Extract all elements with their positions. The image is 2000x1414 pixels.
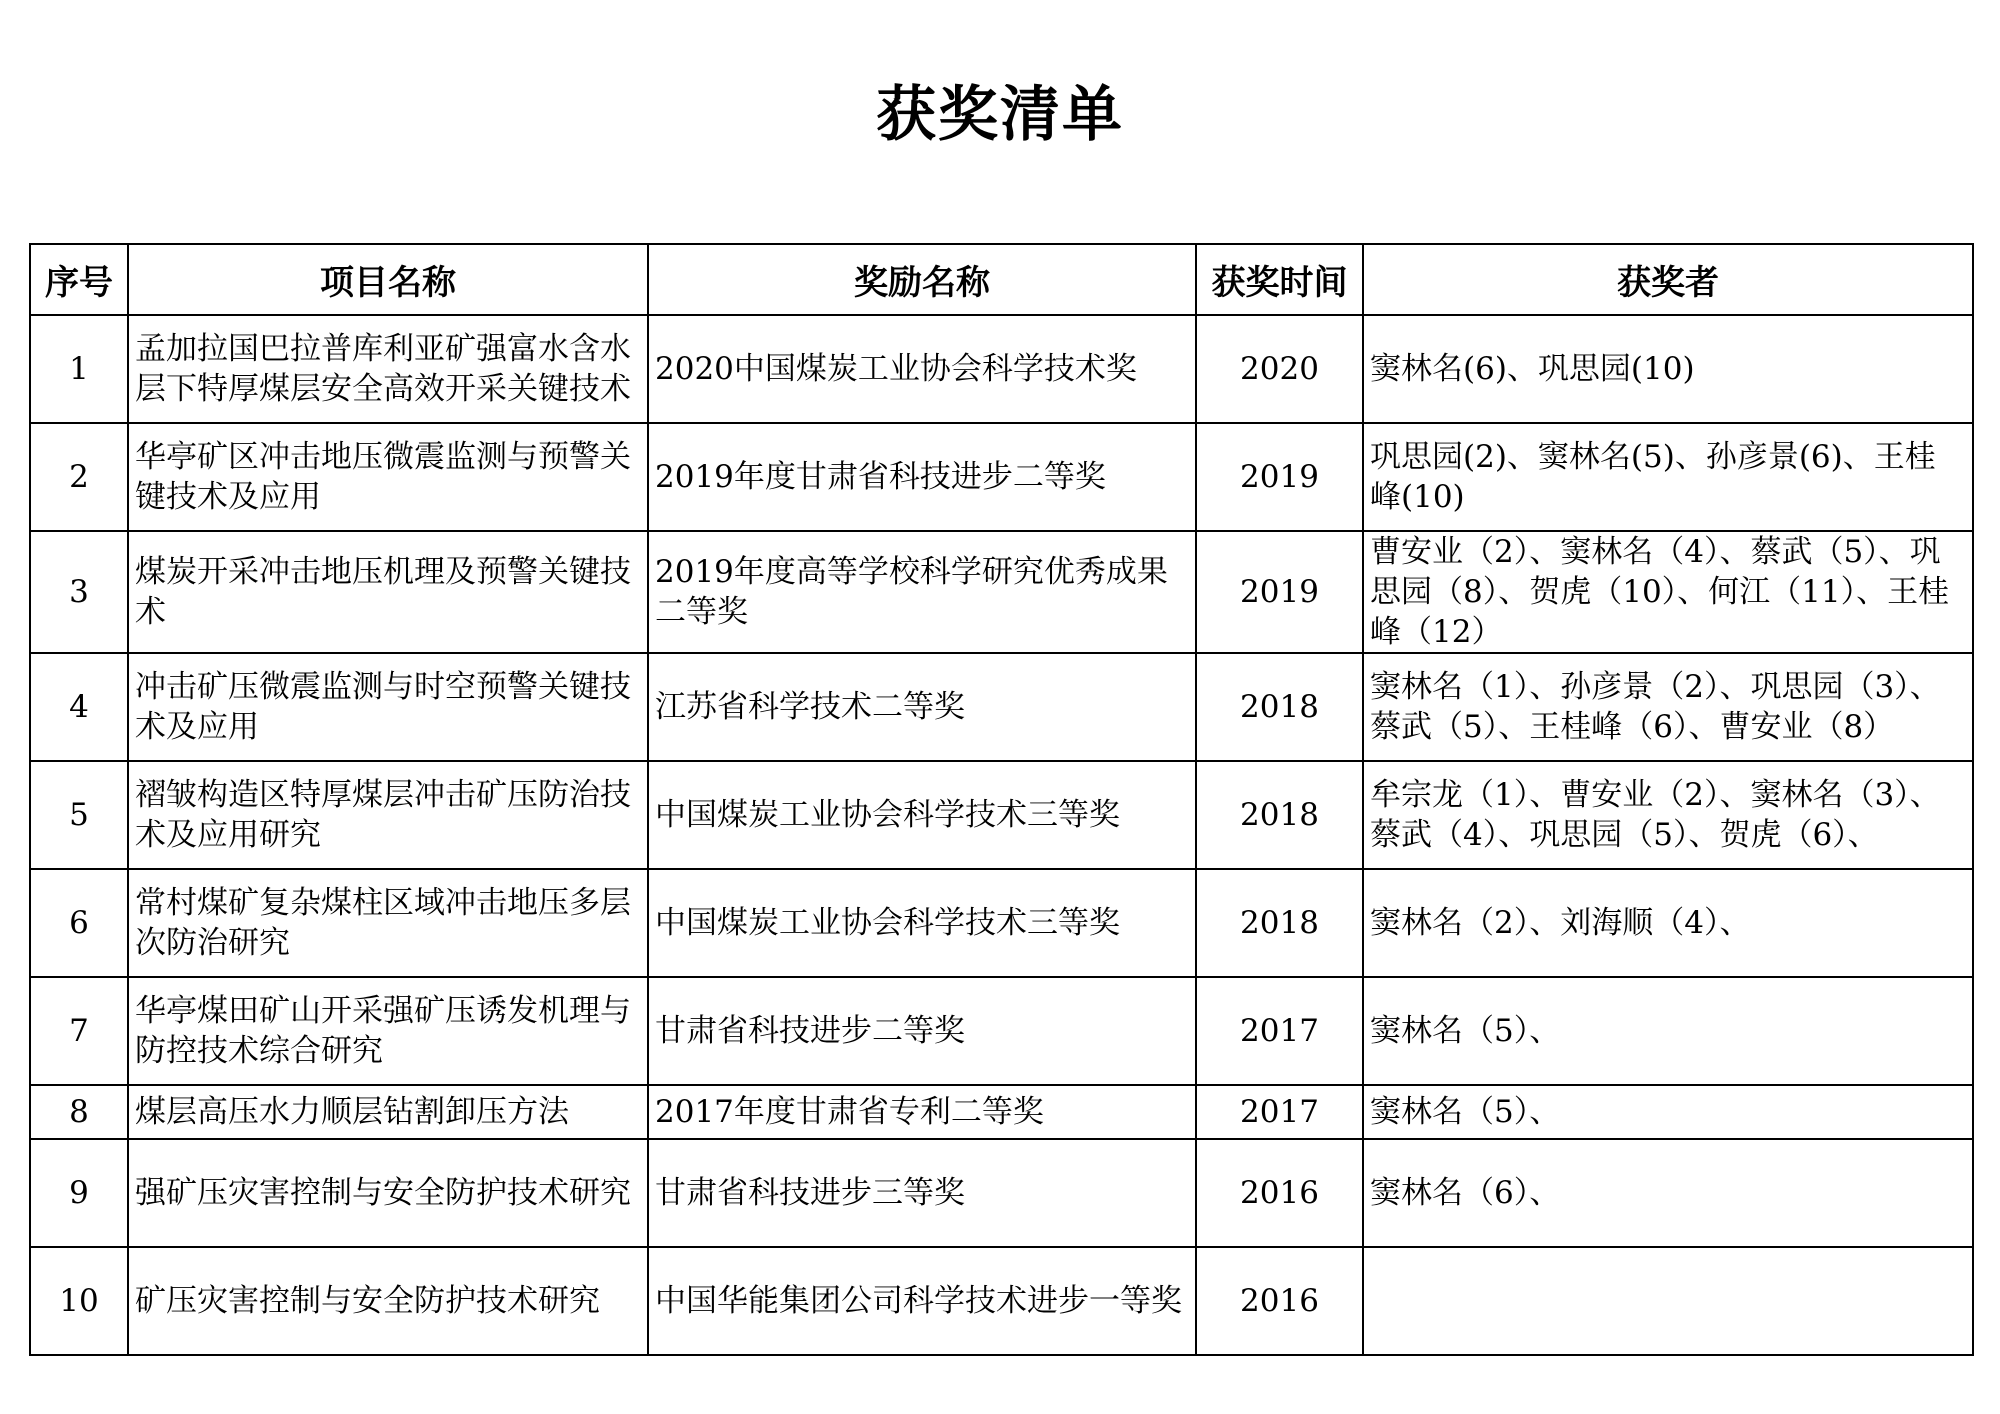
cell-index: 7 xyxy=(30,977,128,1085)
cell-project: 孟加拉国巴拉普库利亚矿强富水含水层下特厚煤层安全高效开采关键技术 xyxy=(128,315,648,423)
cell-project: 华亭煤田矿山开采强矿压诱发机理与防控技术综合研究 xyxy=(128,977,648,1085)
cell-winners: 窦林名（1）、孙彦景（2）、巩思园（3）、蔡武（5）、王桂峰（6）、曹安业（8） xyxy=(1363,653,1973,761)
cell-index: 5 xyxy=(30,761,128,869)
table-row xyxy=(30,531,1973,653)
cell-year: 2016 xyxy=(1196,1247,1363,1355)
cell-year: 2016 xyxy=(1196,1139,1363,1247)
cell-winners: 牟宗龙（1）、曹安业（2）、窦林名（3）、蔡武（4）、巩思园（5）、贺虎（6）、 xyxy=(1363,761,1973,869)
table-header-row xyxy=(30,244,1973,315)
header-winners: 获奖者 xyxy=(1363,244,1973,315)
cell-index: 8 xyxy=(30,1085,128,1139)
cell-project: 矿压灾害控制与安全防护技术研究 xyxy=(128,1247,648,1355)
cell-year: 2018 xyxy=(1196,869,1363,977)
cell-award: 中国煤炭工业协会科学技术三等奖 xyxy=(648,869,1196,977)
cell-year: 2018 xyxy=(1196,761,1363,869)
header-project: 项目名称 xyxy=(128,244,648,315)
cell-award: 甘肃省科技进步二等奖 xyxy=(648,977,1196,1085)
cell-award: 中国煤炭工业协会科学技术三等奖 xyxy=(648,761,1196,869)
cell-project: 强矿压灾害控制与安全防护技术研究 xyxy=(128,1139,648,1247)
table-body xyxy=(30,315,1973,1355)
table-row xyxy=(30,423,1973,531)
cell-index: 1 xyxy=(30,315,128,423)
cell-winners: 窦林名（6）、 xyxy=(1363,1139,1973,1247)
header-year: 获奖时间 xyxy=(1196,244,1363,315)
cell-index: 6 xyxy=(30,869,128,977)
award-table xyxy=(29,243,1974,1356)
table-row xyxy=(30,977,1973,1085)
cell-winners xyxy=(1363,1247,1973,1355)
cell-year: 2019 xyxy=(1196,531,1363,653)
cell-award: 甘肃省科技进步三等奖 xyxy=(648,1139,1196,1247)
cell-winners: 巩思园(2)、窦林名(5)、孙彦景(6)、王桂峰(10) xyxy=(1363,423,1973,531)
cell-index: 4 xyxy=(30,653,128,761)
cell-winners: 曹安业（2）、窦林名（4）、蔡武（5）、巩思园（8）、贺虎（10）、何江（11）、王桂峰（12） xyxy=(1363,531,1973,653)
cell-project: 华亭矿区冲击地压微震监测与预警关键技术及应用 xyxy=(128,423,648,531)
cell-index: 10 xyxy=(30,1247,128,1355)
cell-award: 江苏省科学技术二等奖 xyxy=(648,653,1196,761)
header-index: 序号 xyxy=(30,244,128,315)
cell-year: 2018 xyxy=(1196,653,1363,761)
table-row xyxy=(30,1247,1973,1355)
page-title: 获奖清单 xyxy=(876,80,1124,150)
table-row xyxy=(30,653,1973,761)
table-row xyxy=(30,315,1973,423)
cell-award: 2020中国煤炭工业协会科学技术奖 xyxy=(648,315,1196,423)
cell-winners: 窦林名（2）、刘海顺（4）、 xyxy=(1363,869,1973,977)
cell-project: 冲击矿压微震监测与时空预警关键技术及应用 xyxy=(128,653,648,761)
cell-winners: 窦林名（5）、 xyxy=(1363,977,1973,1085)
table-row xyxy=(30,761,1973,869)
cell-winners: 窦林名（5）、 xyxy=(1363,1085,1973,1139)
table-row xyxy=(30,1139,1973,1247)
table-row xyxy=(30,869,1973,977)
cell-award: 中国华能集团公司科学技术进步一等奖 xyxy=(648,1247,1196,1355)
cell-award: 2017年度甘肃省专利二等奖 xyxy=(648,1085,1196,1139)
header-award: 奖励名称 xyxy=(648,244,1196,315)
cell-year: 2020 xyxy=(1196,315,1363,423)
cell-winners: 窦林名(6)、巩思园(10) xyxy=(1363,315,1973,423)
cell-year: 2019 xyxy=(1196,423,1363,531)
cell-project: 煤炭开采冲击地压机理及预警关键技术 xyxy=(128,531,648,653)
cell-project: 褶皱构造区特厚煤层冲击矿压防治技术及应用研究 xyxy=(128,761,648,869)
cell-index: 9 xyxy=(30,1139,128,1247)
table-row xyxy=(30,1085,1973,1139)
cell-year: 2017 xyxy=(1196,977,1363,1085)
cell-year: 2017 xyxy=(1196,1085,1363,1139)
cell-award: 2019年度甘肃省科技进步二等奖 xyxy=(648,423,1196,531)
cell-project: 常村煤矿复杂煤柱区域冲击地压多层次防治研究 xyxy=(128,869,648,977)
cell-project: 煤层高压水力顺层钻割卸压方法 xyxy=(128,1085,648,1139)
cell-index: 3 xyxy=(30,531,128,653)
cell-award: 2019年度高等学校科学研究优秀成果二等奖 xyxy=(648,531,1196,653)
cell-index: 2 xyxy=(30,423,128,531)
